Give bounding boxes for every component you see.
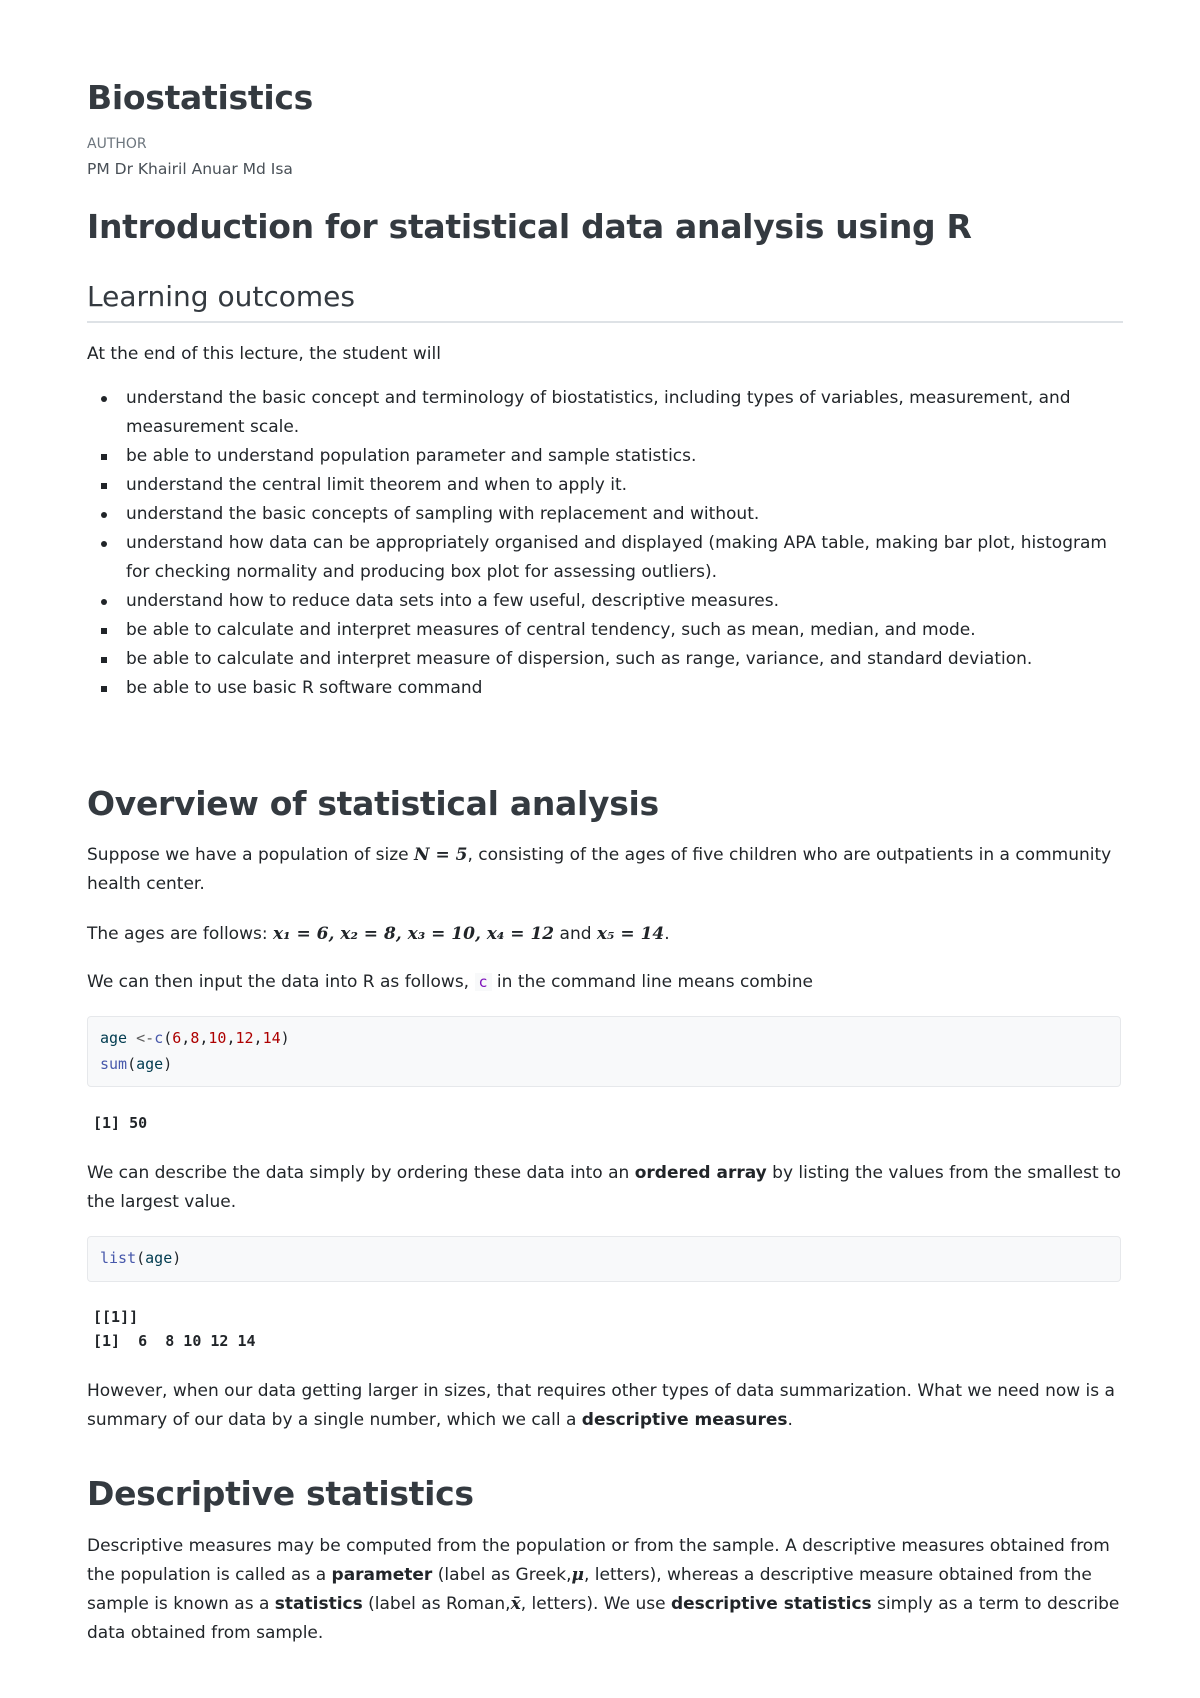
bullet-icon [101, 599, 107, 605]
intro-heading: Introduction for statistical data analysis using R [87, 207, 972, 246]
bullet-icon [101, 454, 107, 460]
list-item: be able to use basic R software command [87, 674, 1123, 703]
heading-divider [87, 321, 1123, 323]
overview-paragraph-2: The ages are follows: x₁ = 6, x₂ = 8, x₃ = 10, x₄ = 12 and x₅ = 14. [87, 924, 670, 944]
bullet-icon [101, 541, 107, 547]
overview-paragraph-5: However, when our data getting larger in sizes, that requires other types of data summarization. What we need now is a summary of our data by a single number, which we call a descriptive measures. [87, 1381, 1115, 1430]
code-line: sum(age) [100, 1055, 173, 1073]
descriptive-paragraph: Descriptive measures may be computed from the population or from the sample. A descriptive measures obtained from the population is called as a parameter (label as Greek,μ, letters), whereas a descriptive measure obtained from the sample is known as a statistics (label as Roman,x̄, letters). We use descriptive statistics simply as a term to describe data obtained from sample. [87, 1536, 1120, 1643]
overview-paragraph-3: We can then input the data into R as follows, c in the command line means combine [87, 972, 814, 992]
bullet-icon [101, 628, 107, 634]
list-item: understand the basic concepts of sampling with replacement and without. [87, 500, 1123, 529]
math-ages: x₁ = 6, x₂ = 8, x₃ = 10, x₄ = 12 [272, 924, 555, 944]
learning-outcomes-heading: Learning outcomes [87, 280, 355, 313]
code-output-list-1: [[1]] [93, 1308, 139, 1326]
overview-paragraph-4: We can describe the data simply by ordering these data into an ordered array by listing the values from the smallest to the largest value. [87, 1163, 1122, 1212]
code-line: age <-c(6,8,10,12,14) [100, 1029, 290, 1047]
code-output-sum: [1] 50 [93, 1114, 148, 1132]
learning-outcomes-list [87, 384, 1123, 703]
list-item: be able to calculate and interpret measures of central tendency, such as mean, median, and mode. [87, 616, 1123, 645]
inline-code: c [475, 973, 492, 991]
overview-paragraph-1: Suppose we have a population of size N = 5, consisting of the ages of five children who are outpatients in a community health center. [87, 845, 1112, 894]
code-block-list[interactable] [87, 1236, 1121, 1282]
list-item: understand how to reduce data sets into a few useful, descriptive measures. [87, 587, 1123, 616]
list-item: be able to calculate and interpret measure of dispersion, such as range, variance, and standard deviation. [87, 645, 1123, 674]
code-output-list-2: [1] 6 8 10 12 14 [93, 1332, 256, 1350]
list-item: be able to understand population parameter and sample statistics. [87, 442, 1123, 471]
code-block-input[interactable] [87, 1016, 1121, 1087]
bullet-icon [101, 686, 107, 692]
document-title: Biostatistics [87, 78, 313, 117]
bullet-icon [101, 657, 107, 663]
list-item: understand the basic concept and terminology of biostatistics, including types of variables, measurement, and measurement scale. [87, 384, 1123, 442]
list-item: understand the central limit theorem and when to apply it. [87, 471, 1123, 500]
overview-heading: Overview of statistical analysis [87, 784, 659, 823]
bullet-icon [101, 396, 107, 402]
math-age-5: x₅ = 14 [596, 924, 665, 944]
bullet-icon [101, 483, 107, 489]
math-mu: μ [571, 1565, 584, 1585]
math-population-size: N = 5 [414, 845, 468, 865]
author-label: AUTHOR [87, 136, 147, 152]
learning-outcomes-lead: At the end of this lecture, the student will [87, 344, 441, 364]
bullet-icon [101, 512, 107, 518]
code-line: list(age) [100, 1249, 182, 1267]
list-item: understand how data can be appropriately organised and displayed (making APA table, making bar plot, histogram for checking normality and producing box plot for assessing outliers). [87, 529, 1123, 587]
author-name: PM Dr Khairil Anuar Md Isa [87, 160, 293, 178]
descriptive-heading: Descriptive statistics [87, 1474, 474, 1513]
math-xbar: x̄ [510, 1594, 521, 1614]
